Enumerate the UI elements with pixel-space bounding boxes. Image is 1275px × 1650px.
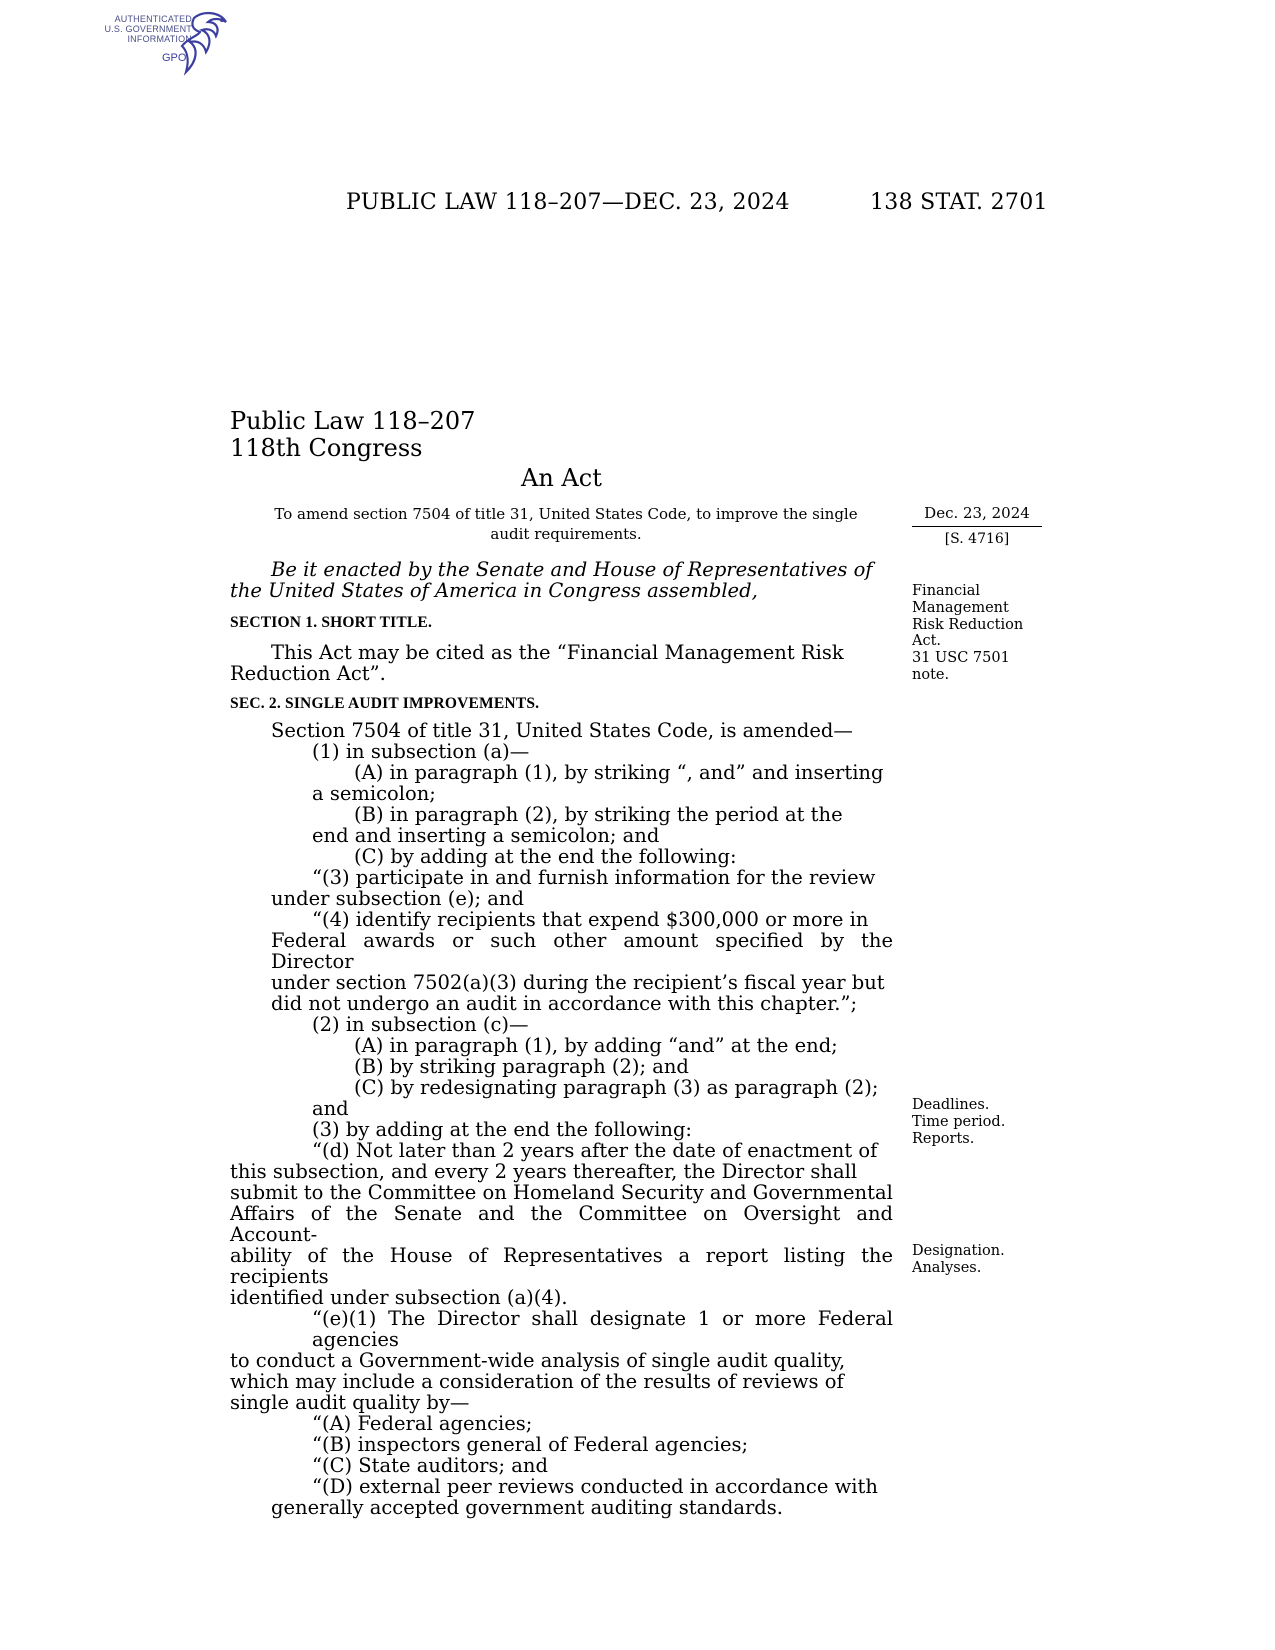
text-line: Federal awards or such other amount specified by the Director xyxy=(271,929,893,973)
text-line: “(B) inspectors general of Federal agencies; xyxy=(312,1433,749,1456)
text-line: submit to the Committee on Homeland Security and Governmental xyxy=(230,1181,893,1204)
enacting-line-2: the United States of America in Congress assembled, xyxy=(230,579,758,602)
enacting-line-1: Be it enacted by the Senate and House of Representatives of xyxy=(271,558,873,581)
margin-note-line: note. xyxy=(912,666,950,683)
text-line: “(C) State auditors; and xyxy=(312,1454,548,1477)
margin-note-line: Financial xyxy=(912,583,981,599)
margin-note-designation xyxy=(912,1243,1042,1277)
text-line: (C) by redesignating paragraph (3) as paragraph (2); xyxy=(354,1076,879,1099)
long-title-line-1: To amend section 7504 of title 31, United States Code, to improve the single xyxy=(274,505,858,523)
section-1-body xyxy=(230,642,893,684)
text-line: single audit quality by— xyxy=(230,1391,470,1414)
enacting-clause xyxy=(230,559,893,601)
text-line: (C) by adding at the end the following: xyxy=(354,845,737,868)
text-line: Affairs of the Senate and the Committee on Oversight and Account- xyxy=(230,1202,893,1246)
seal-line-3: INFORMATION xyxy=(127,34,192,44)
text-line: and xyxy=(312,1097,349,1120)
margin-note-line: Time period. xyxy=(912,1113,1006,1130)
text-line: “(D) external peer reviews conducted in accordance with xyxy=(312,1475,878,1498)
bill-number: [S. 4716] xyxy=(944,531,1010,547)
text-line: a semicolon; xyxy=(312,782,436,805)
text-line: end and inserting a semicolon; and xyxy=(312,824,660,847)
text-line: (A) in paragraph (1), by striking “, and” and inserting xyxy=(354,761,884,784)
running-head: PUBLIC LAW 118–207—DEC. 23, 2024 xyxy=(346,190,790,215)
seal-gpo-label: GPO xyxy=(162,52,187,64)
text-line: (B) in paragraph (2), by striking the period at the xyxy=(354,803,843,826)
seal-line-1: AUTHENTICATED xyxy=(114,14,192,24)
text-line: (3) by adding at the end the following: xyxy=(312,1118,693,1141)
text-line: Section 7504 of title 31, United States Code, is amended— xyxy=(271,719,853,742)
text-line: “(4) identify recipients that expend $300,000 or more in xyxy=(312,908,869,931)
text-line: this subsection, and every 2 years thereafter, the Director shall xyxy=(230,1160,858,1183)
section-1-line-1: This Act may be cited as the “Financial Management Risk xyxy=(271,641,844,664)
margin-note-line: Management xyxy=(912,599,1009,616)
section-1-heading: SECTION 1. SHORT TITLE. xyxy=(230,614,433,631)
text-line: (2) in subsection (c)— xyxy=(312,1013,529,1036)
text-line: (B) by striking paragraph (2); and xyxy=(354,1055,689,1078)
text-line: under section 7502(a)(3) during the recipient’s fiscal year but xyxy=(271,971,885,994)
congress-number: 118th Congress xyxy=(230,434,423,462)
margin-note-short-title xyxy=(912,583,1042,684)
text-line: “(d) Not later than 2 years after the date of enactment of xyxy=(312,1139,878,1162)
margin-note-line: Risk Reduction xyxy=(912,616,1024,633)
statute-page-number: 138 STAT. 2701 xyxy=(870,190,1048,215)
long-title-line-2: audit requirements. xyxy=(490,525,642,543)
text-line: “(3) participate in and furnish information for the review xyxy=(312,866,876,889)
eagle-icon xyxy=(180,8,236,78)
text-line: (1) in subsection (a)— xyxy=(312,740,530,763)
enactment-date-box xyxy=(912,504,1042,547)
section-2-body xyxy=(230,720,893,1518)
margin-note-line: Deadlines. xyxy=(912,1097,990,1113)
text-line: to conduct a Government-wide analysis of single audit quality, xyxy=(230,1349,846,1372)
text-line: identified under subsection (a)(4). xyxy=(230,1286,568,1309)
margin-note-line: 31 USC 7501 xyxy=(912,650,1010,667)
margin-note-line: Analyses. xyxy=(912,1259,982,1276)
public-law-title xyxy=(230,408,475,462)
section-1-line-2: Reduction Act”. xyxy=(230,662,386,685)
text-line: “(e)(1) The Director shall designate 1 or more Federal agencies xyxy=(312,1307,893,1351)
text-line: under subsection (e); and xyxy=(271,887,524,910)
section-2-heading: SEC. 2. SINGLE AUDIT IMPROVEMENTS. xyxy=(230,695,540,712)
text-line: “(A) Federal agencies; xyxy=(312,1412,533,1435)
long-title xyxy=(256,504,876,544)
text-line: did not undergo an audit in accordance with this chapter.”; xyxy=(271,992,858,1015)
margin-note-line: Reports. xyxy=(912,1130,975,1147)
seal-line-2: U.S. GOVERNMENT xyxy=(104,24,192,34)
text-line: ability of the House of Representatives a report listing the recipients xyxy=(230,1244,893,1288)
act-heading: An Act xyxy=(521,464,602,492)
enactment-date: Dec. 23, 2024 xyxy=(912,504,1042,527)
public-law-number: Public Law 118–207 xyxy=(230,407,476,435)
text-line: (A) in paragraph (1), by adding “and” at the end; xyxy=(354,1034,838,1057)
margin-note-line: Act. xyxy=(912,633,942,650)
text-line: generally accepted government auditing standards. xyxy=(271,1496,783,1519)
margin-note-deadlines xyxy=(912,1097,1042,1147)
gpo-authentication-seal xyxy=(96,8,236,78)
margin-note-line: Designation. xyxy=(912,1243,1005,1259)
seal-text xyxy=(96,14,192,44)
text-line: which may include a consideration of the results of reviews of xyxy=(230,1370,844,1393)
